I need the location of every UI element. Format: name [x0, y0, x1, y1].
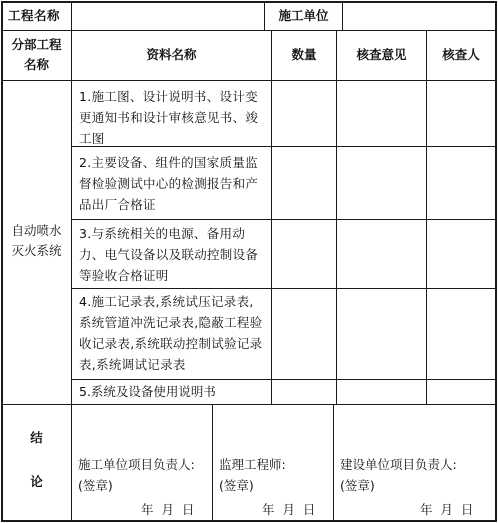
sub-project-line1: 自动喷水 — [11, 223, 62, 238]
col-rule-opinion — [336, 30, 337, 404]
col-rule-header-right — [342, 1, 343, 31]
signature-construction-date: 年 月 日 — [141, 502, 195, 517]
col-rule-quantity — [271, 30, 272, 404]
sub-project-line2: 灭火系统 — [11, 243, 62, 258]
conclusion-label-line2: 论 — [30, 474, 43, 489]
col-sub-project-line1: 分部工程 — [11, 37, 62, 52]
col-review-opinion: 核查意见 — [356, 47, 407, 62]
signature-owner-role: 建设单位项目负责人: — [340, 457, 457, 472]
signature-supervisor-role: 监理工程师: — [219, 457, 286, 472]
rule-item3-bottom — [71, 288, 497, 289]
document-item-1: 1.施工图、设计说明书、设计变更通知书和设计审核意见书、竣工图 — [79, 89, 259, 146]
signature-construction-seal: (签章) — [78, 478, 113, 493]
rule-item4-bottom — [71, 379, 497, 380]
col-rule-sign-2 — [333, 404, 334, 522]
col-document-name: 资料名称 — [146, 47, 197, 62]
border-top — [1, 1, 497, 3]
construction-unit-label: 施工单位 — [278, 8, 329, 23]
signature-owner-seal: (签章) — [340, 478, 375, 493]
signature-owner-date: 年 月 日 — [420, 502, 474, 517]
document-item-5: 5.系统及设备使用说明书 — [79, 384, 216, 399]
col-sub-project-line2: 名称 — [23, 57, 49, 72]
signature-construction-role: 施工单位项目负责人: — [78, 457, 195, 472]
rule-header-bottom — [1, 30, 497, 31]
conclusion-label-line1: 结 — [30, 430, 43, 445]
document-item-2: 2.主要设备、组件的国家质量监督检验测试中心的检测报告和产品出厂合格证 — [79, 155, 259, 212]
rule-item2-bottom — [71, 219, 497, 220]
col-quantity: 数量 — [291, 47, 317, 62]
project-name-label: 工程名称 — [8, 8, 61, 23]
col-rule-reviewer — [426, 30, 427, 404]
col-rule-sign-1 — [212, 404, 213, 522]
rule-item5-bottom — [1, 404, 497, 405]
signature-supervisor-date: 年 月 日 — [262, 502, 316, 517]
document-item-4: 4.施工记录表,系统试压记录表,系统管道冲洗记录表,隐蔽工程验收记录表,系统联动控制试验记录表,系统调试记录表 — [79, 294, 263, 372]
border-bottom — [1, 520, 497, 522]
col-reviewer: 核查人 — [442, 47, 480, 62]
col-rule-1 — [71, 1, 72, 522]
document-item-3: 3.与系统相关的电源、备用动力、电气设备以及联动控制设备等验收合格证明 — [79, 226, 259, 283]
rule-colhead-bottom — [1, 80, 497, 81]
signature-supervisor-seal: (签章) — [219, 478, 254, 493]
